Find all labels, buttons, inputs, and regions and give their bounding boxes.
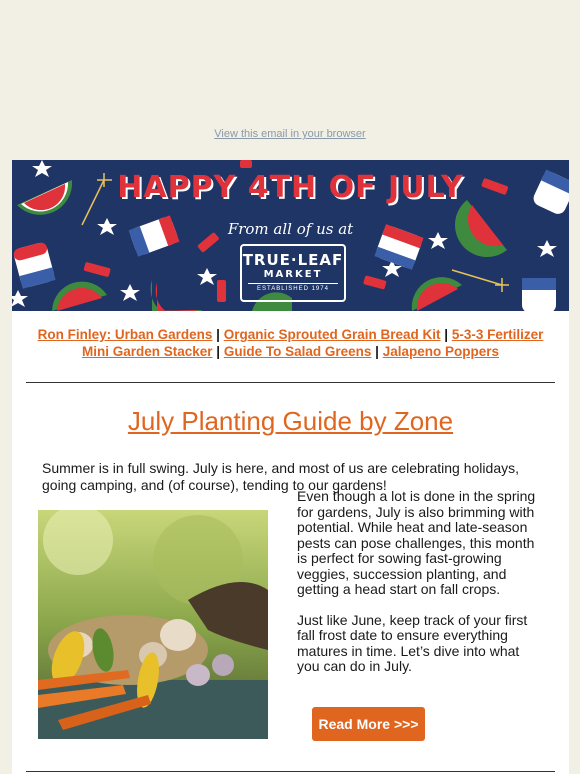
logo-wordmark-top: TRUE·LEAF (242, 251, 344, 269)
holiday-banner (12, 160, 569, 311)
nav-link-garden-stacker[interactable]: Mini Garden Stacker (81, 344, 213, 359)
nav-links (12, 326, 569, 360)
email-body (12, 160, 569, 774)
nav-separator: | (216, 344, 221, 359)
banner-subtitle: From all of us at (227, 220, 354, 238)
nav-separator: | (375, 344, 379, 359)
divider (26, 382, 555, 383)
nav-link-ron-finley[interactable]: Ron Finley: Urban Gardens (37, 327, 213, 342)
nav-link-jalapeno-poppers[interactable]: Jalapeno Poppers (382, 344, 499, 359)
nav-link-bread-kit[interactable]: Organic Sprouted Grain Bread Kit (223, 327, 441, 342)
logo-wordmark-bottom: MARKET (263, 269, 323, 280)
vegetable-harvest-photo[interactable] (38, 510, 268, 739)
true-leaf-market-logo[interactable] (240, 244, 346, 302)
logo-established: ESTABLISHED 1974 (248, 283, 338, 292)
banner-title: HAPPY 4TH OF JULY (117, 170, 464, 205)
article-paragraph-1: Even though a lot is done in the spring for gardens, July is also brimming with potential. While heat and late-season pests can pose challenges, this month is perfect for sowing fast-growing veggies, succession planting, and getting a head start on fall crops. (297, 488, 536, 597)
nav-link-salad-greens[interactable]: Guide To Salad Greens (223, 344, 372, 359)
article-intro: Summer is in full swing. July is here, and most of us are celebrating holidays, going camping, and (of course), tending to our gardens! (42, 460, 519, 493)
harvest-image-icon (38, 510, 268, 739)
nav-separator: | (216, 327, 220, 342)
read-more-button[interactable]: Read More >>> (312, 707, 425, 741)
nav-separator: | (444, 327, 449, 342)
article-paragraph-2: Just like June, keep track of your first fall frost date to ensure everything matures in time. Let’s dive into what you can do in July. (297, 611, 528, 674)
bottom-divider (26, 771, 555, 772)
nav-link-fertilizer[interactable]: 5-3-3 Fertilizer (451, 327, 544, 342)
article-body (297, 489, 542, 690)
view-in-browser-link[interactable]: View this email in your browser (214, 128, 366, 140)
article-headline[interactable]: July Planting Guide by Zone (127, 406, 454, 436)
